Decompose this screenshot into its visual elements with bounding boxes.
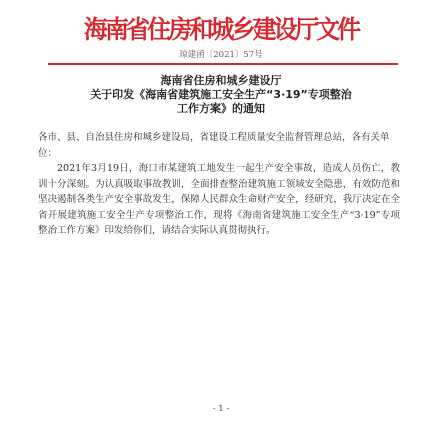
notice-title-line-1: 海南省住房和城乡建设厅: [160, 74, 282, 87]
addressee: 各市、县、自治县住房和城乡建设局，省建设工程质量安全监督管理总站，各有关单位：: [38, 132, 390, 159]
body-paragraph: 2021年3月19日，海口市某建筑工地发生一起生产安全事故，造成人员伤亡，教训十分深刻。为认真吸取事故教训，全面排查整治建筑施工领域安全隐患，有效防范和坚决遏制各类生产安全事故发生，保障人民群众生命财产安全，经研究，我厅决定在全省开展建筑施工安全生产专项整治工作，现将《海南省建筑施工安全生产“3·19”专项整治工作方案》印发给你们，请结合实际认真贯彻执行。: [38, 163, 400, 236]
page-number: - 1 -: [212, 404, 230, 414]
header-red-rule: [48, 63, 398, 65]
notice-title-line-3: 工作方案》的通知: [177, 102, 265, 115]
document-number: 琼建函〔2021〕57号: [179, 50, 263, 60]
document-body: [38, 130, 400, 239]
document-header-title: 海南省住房和城乡建设厅文件: [83, 15, 359, 44]
notice-title-line-2: 关于印发《海南省建筑施工安全生产“3·19”专项整治: [90, 88, 352, 101]
